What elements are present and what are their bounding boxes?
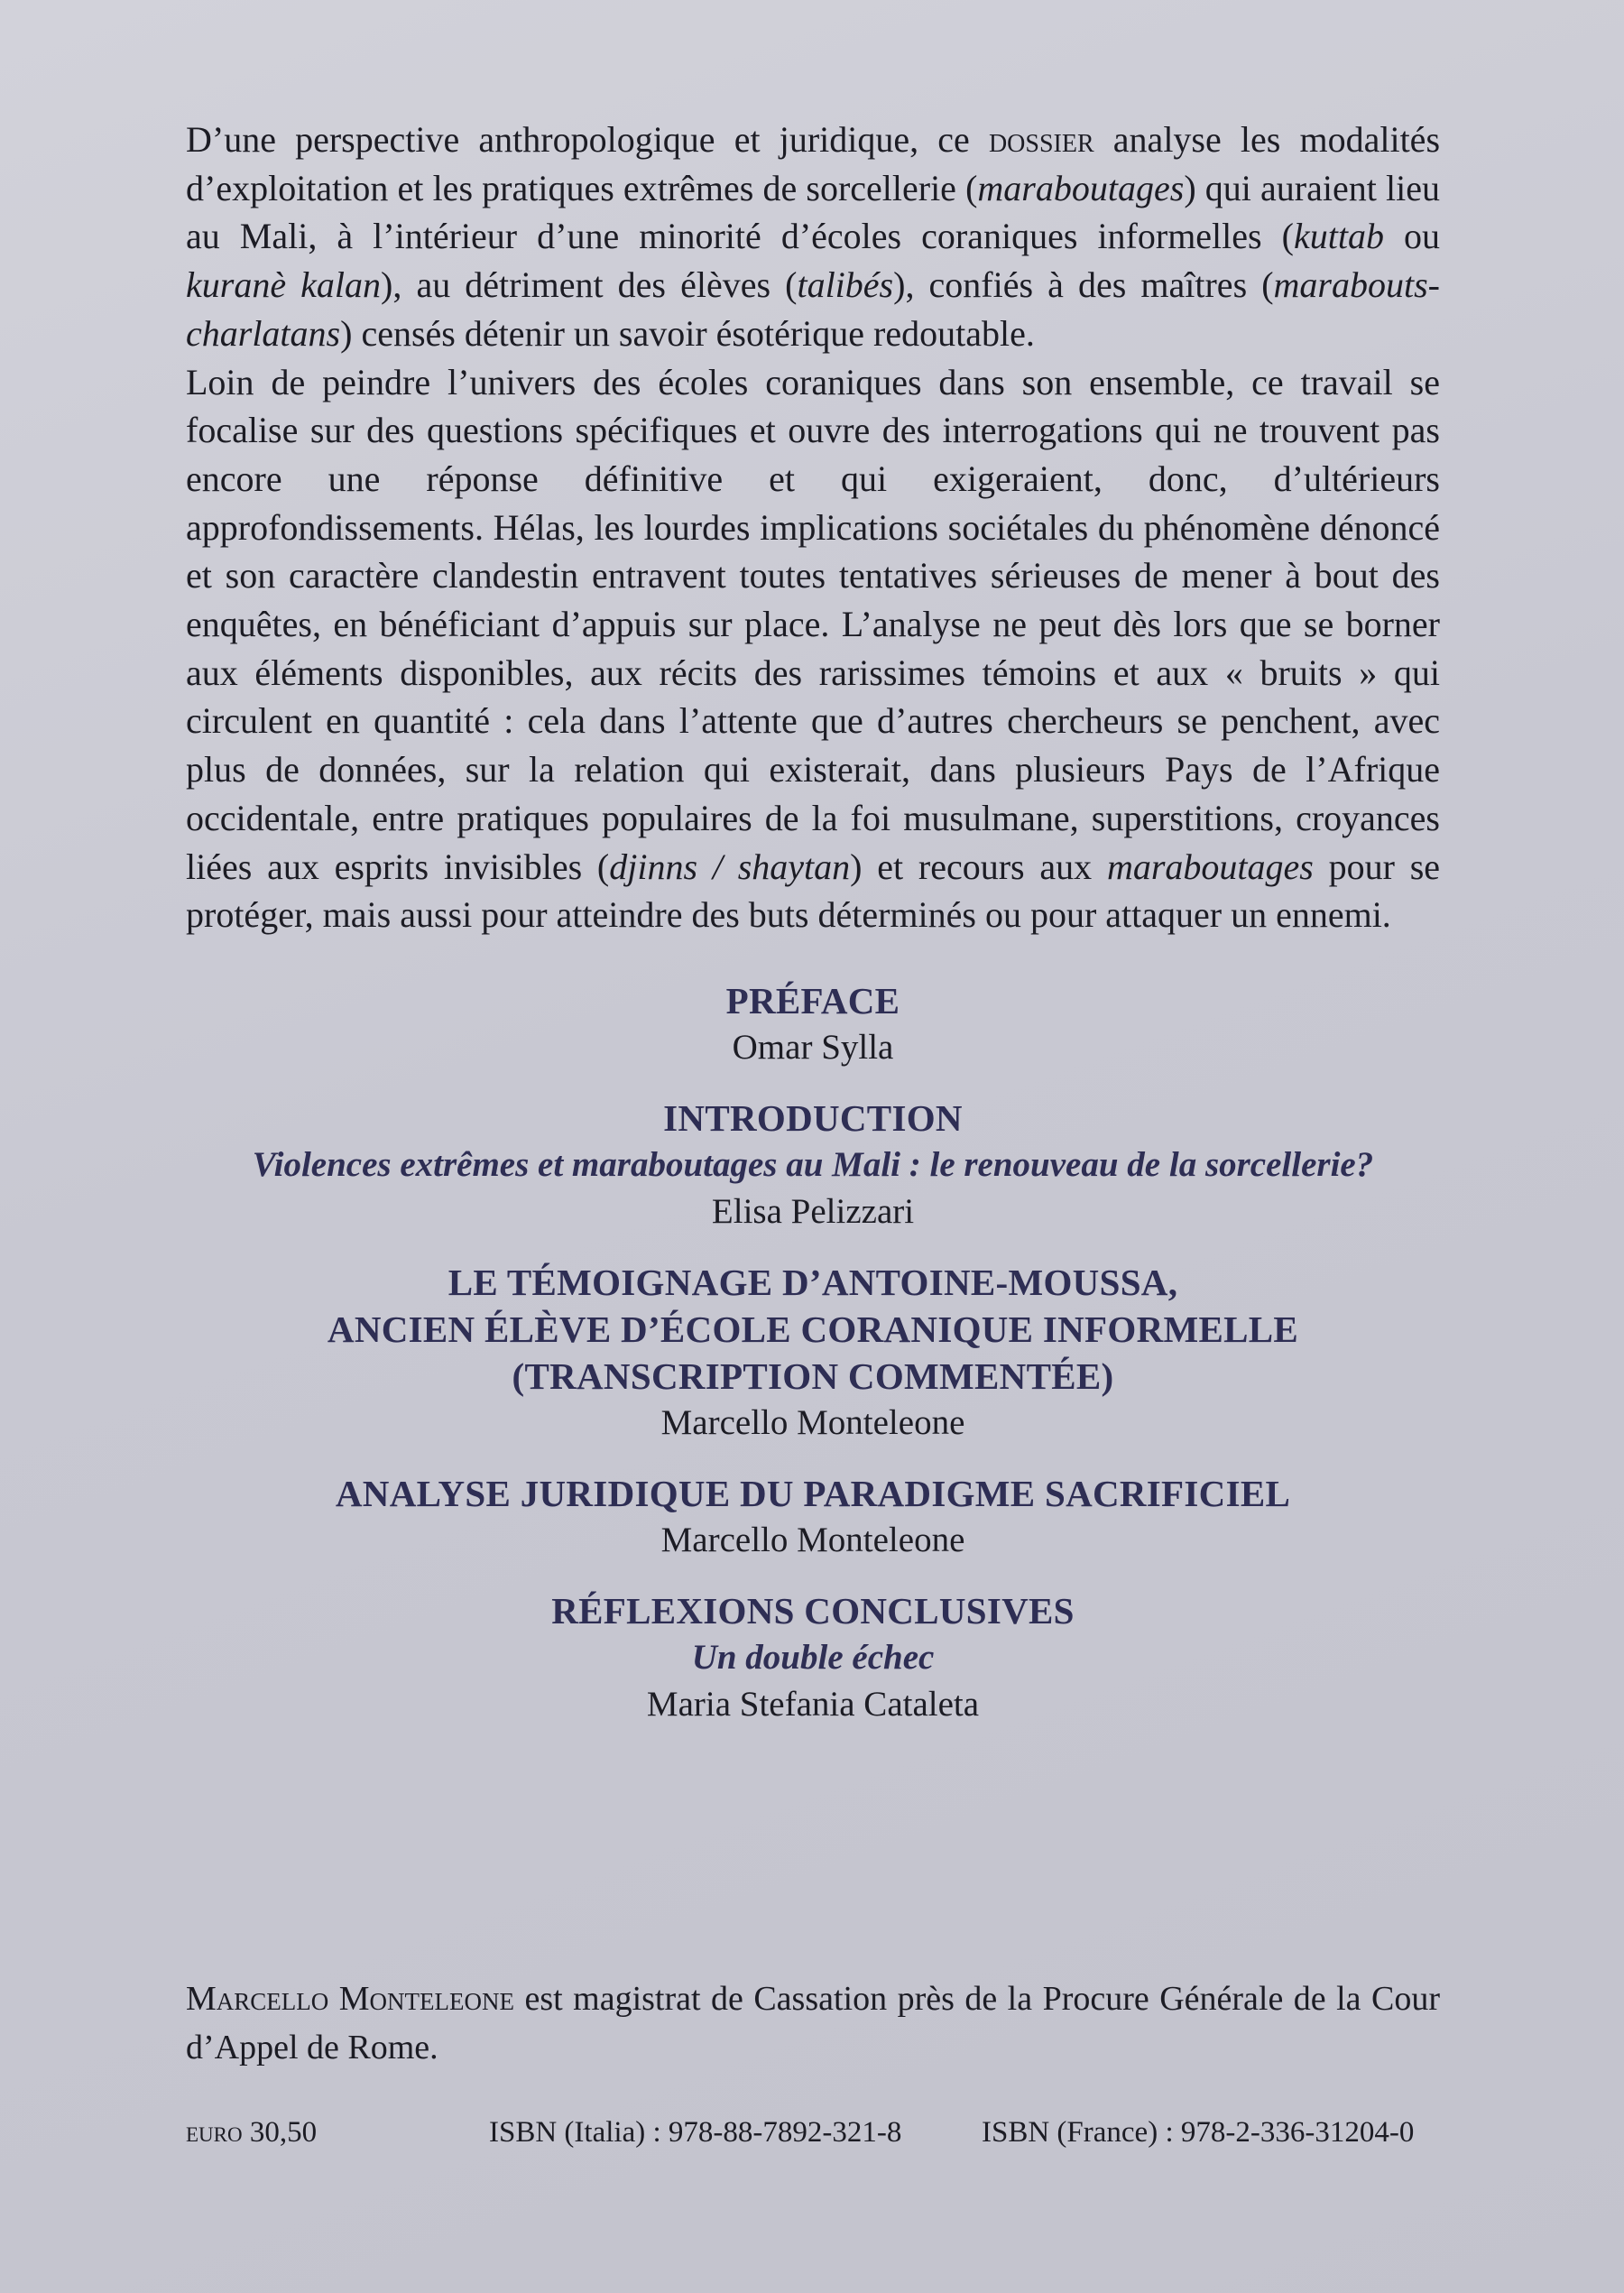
toc-section-introduction: [186, 1095, 1440, 1235]
toc-heading: RÉFLEXIONS CONCLUSIVES: [551, 1589, 1075, 1632]
toc-heading: (TRANSCRIPTION COMMENTÉE): [512, 1355, 1114, 1397]
toc-subtitle: Violences extrêmes et maraboutages au Mali : le renouveau de la sorcellerie?: [252, 1144, 1374, 1184]
blurb-paragraph-2: [186, 358, 1440, 939]
blurb: [186, 116, 1440, 939]
blurb-paragraph-1: [186, 116, 1440, 358]
isbn-france: ISBN (France) : 978-2-336-31204-0: [982, 2116, 1415, 2149]
blurb-text: ) qui auraient lieu au Mali, à l’intérieur d’une minorité d’écoles coraniques informelles (: [186, 167, 1440, 257]
toc-heading: PRÉFACE: [725, 979, 900, 1022]
toc-heading: ANALYSE JURIDIQUE DU PARADIGME SACRIFICIEL: [335, 1472, 1291, 1514]
dossier-smallcaps: dossier: [988, 119, 1094, 160]
toc-heading: ANCIEN ÉLÈVE D’ÉCOLE CORANIQUE INFORMELLE: [327, 1308, 1299, 1350]
blurb-italic: maraboutages: [1106, 846, 1314, 887]
toc-section-temoignage: [186, 1259, 1440, 1447]
toc-heading: INTRODUCTION: [663, 1096, 963, 1139]
toc-heading: LE TÉMOIGNAGE D’ANTOINE-MOUSSA,: [448, 1261, 1178, 1303]
toc-section-analyse: [186, 1470, 1440, 1564]
author-name: Marcello Monteleone: [186, 1980, 514, 2018]
blurb-italic: kuttab: [1293, 216, 1384, 257]
author-bio-text: est magistrat de Cassation près de la Procure Générale de la Cour d’Appel de Rome.: [186, 1980, 1441, 2066]
blurb-text: Loin de peindre l’univers des écoles coraniques dans son ensemble, ce travail se focalise sur des questions spécifiques et ouvre des interrogations qui ne trouvent pas encore une réponse définitive et qui exigeraient, donc, d’ultérieurs approfondissements. Hélas, les lourdes implications sociétales du phénomène dénoncé et son caractère clandestin entravent toutes tentatives sérieuses de mener à bout des enquêtes, en bénéficiant d’appuis sur place. L’analyse ne peut dès lors que se borner aux éléments disponibles, aux récits des rarissimes témoins et aux « bruits » qui circulent en quantité : cela dans l’attente que d’autres chercheurs se penchent, avec plus de données, sur la relation qui existerait, dans plusieurs Pays de l’Afrique occidentale, entre pratiques populaires de la foi musulmane, superstitions, croyances liées aux esprits invisibles (: [186, 361, 1440, 887]
isbn-italia: ISBN (Italia) : 978-88-7892-321-8: [489, 2116, 902, 2149]
toc-author: Elisa Pelizzari: [711, 1191, 915, 1231]
blurb-italic: kuranè kalan: [186, 264, 382, 306]
blurb-italic: maraboutages: [977, 167, 1185, 208]
price-isbn-row: [186, 2110, 1449, 2155]
blurb-text: pour se protéger, mais aussi pour atteindre des buts déterminés ou pour attaquer un ennemi.: [186, 846, 1441, 936]
toc-author: Marcello Monteleone: [660, 1520, 965, 1559]
price-value: 30,50: [249, 2116, 318, 2149]
blurb-italic: marabouts-charlatans: [186, 264, 1440, 354]
blurb-text: ), confiés à des maîtres (: [893, 264, 1274, 306]
blurb-text: D’une perspective anthropologique et juridique, ce: [186, 119, 989, 160]
toc-section-reflexions: [186, 1587, 1440, 1728]
blurb-italic: djinns / shaytan: [609, 846, 851, 887]
toc-author: Omar Sylla: [732, 1027, 894, 1067]
blurb-text: ) censés détenir un savoir ésotérique redoutable.: [340, 312, 1035, 354]
toc-subtitle: Un double échec: [691, 1637, 935, 1677]
blurb-text: ) et recours aux: [850, 846, 1107, 887]
author-bio: [186, 1974, 1440, 2072]
blurb-text: analyse les modalités d’exploitation et les pratiques extrêmes de sorcellerie (: [186, 119, 1441, 208]
blurb-text: ou: [1383, 216, 1441, 257]
blurb-text: ), au détriment des élèves (: [381, 264, 798, 306]
toc-section-preface: [186, 977, 1440, 1071]
table-of-contents: [186, 977, 1440, 1728]
price: [186, 2110, 317, 2155]
back-cover: [186, 116, 1440, 1752]
toc-author: Marcello Monteleone: [660, 1402, 965, 1442]
blurb-italic: talibés: [797, 264, 894, 306]
toc-author: Maria Stefania Cataleta: [646, 1684, 980, 1724]
currency: euro: [186, 2116, 243, 2149]
